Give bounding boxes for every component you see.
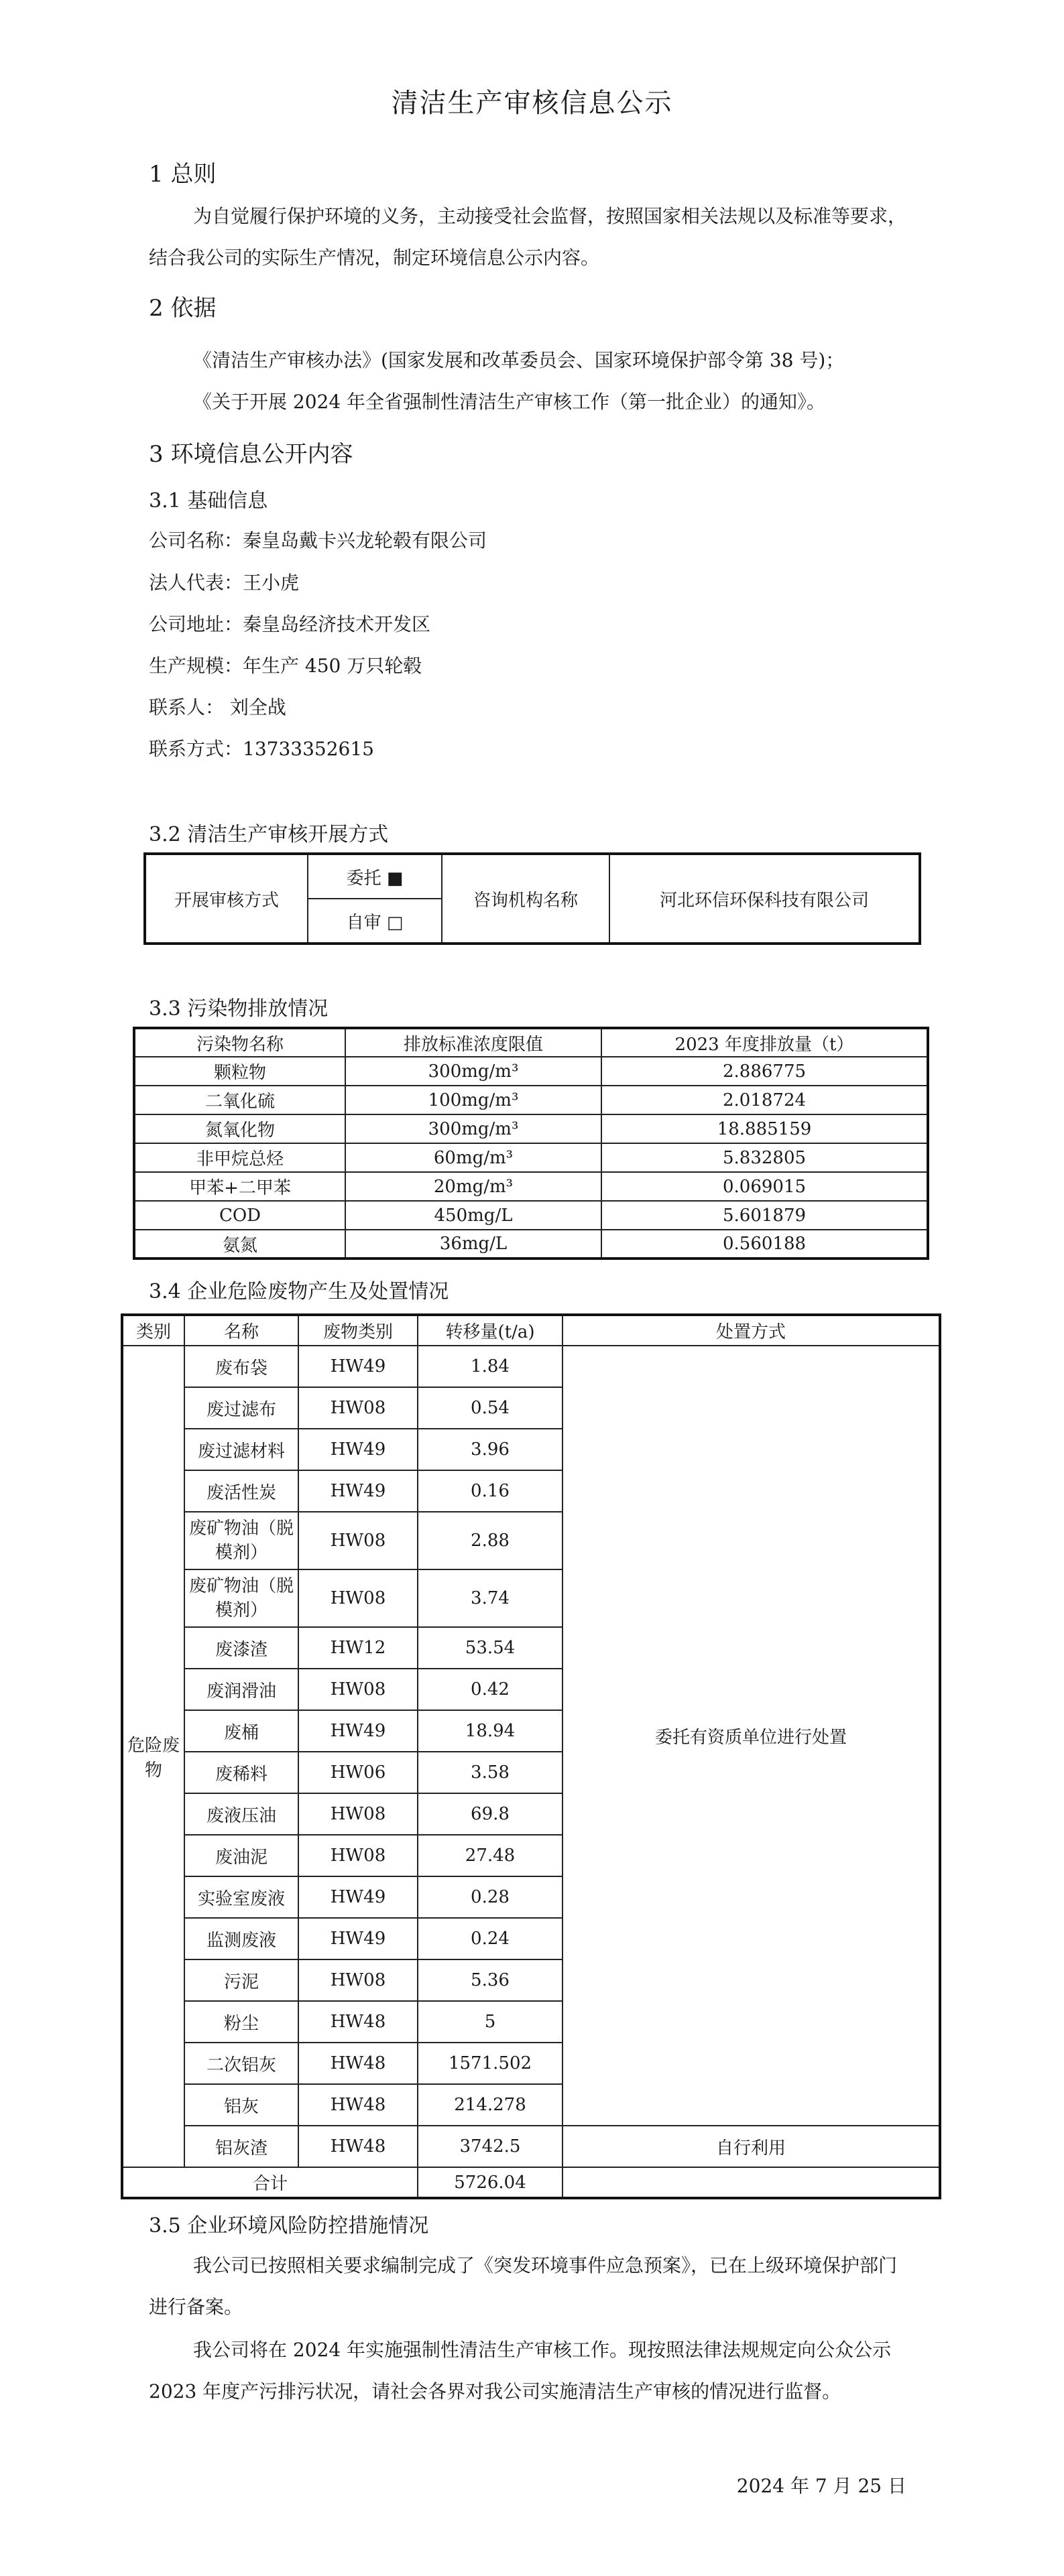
waste-amount: 3.58	[418, 1752, 563, 1793]
waste-name: 实验室废液	[184, 1876, 298, 1918]
col-header-pollutant: 污染物名称	[134, 1028, 345, 1057]
pollutant-limit: 60mg/m³	[345, 1143, 601, 1172]
section-3-2-heading: 3.2 清洁生产审核开展方式	[149, 823, 389, 846]
pollutant-limit: 20mg/m³	[345, 1172, 601, 1201]
pollutant-emission: 2.018724	[601, 1086, 928, 1114]
waste-type: HW48	[298, 2001, 418, 2043]
section-3-5-text-2: 我公司将在 2024 年实施强制性清洁生产审核工作。现按照法律法规规定向公众公示 2023 年度产污排污状况，请社会各界对我公司实施清洁生产审核的情况进行监督。	[149, 2339, 892, 2402]
waste-name: 废过滤布	[184, 1387, 298, 1429]
info-phone: 联系方式：13733352615	[149, 738, 374, 760]
table-row	[134, 1172, 928, 1201]
table-row	[134, 1114, 928, 1143]
waste-amount: 0.24	[418, 1918, 563, 1959]
waste-amount: 0.28	[418, 1876, 563, 1918]
waste-type: HW49	[298, 1470, 418, 1512]
info-legal-rep: 法人代表：王小虎	[149, 572, 300, 594]
info-contact: 联系人： 刘全战	[149, 696, 286, 718]
waste-type: HW48	[298, 2126, 418, 2167]
col-header-name: 名称	[184, 1315, 298, 1346]
waste-amount: 3.96	[418, 1429, 563, 1470]
waste-name: 废液压油	[184, 1793, 298, 1835]
table-total-row	[122, 2167, 940, 2198]
table-row	[122, 2126, 940, 2167]
pollutant-emission: 0.560188	[601, 1230, 928, 1259]
waste-name: 废矿物油（脱模剂）	[184, 1569, 298, 1627]
waste-type: HW49	[298, 1876, 418, 1918]
disposal-entrusted: 委托有资质单位进行处置	[563, 1346, 940, 2126]
info-address: 公司地址：秦皇岛经济技术开发区	[149, 613, 431, 635]
audit-mode-label: 开展审核方式	[145, 854, 308, 944]
option-self-audit: 自审 □	[308, 899, 442, 944]
page-title: 清洁生产审核信息公示	[391, 88, 673, 119]
section-3-5-heading: 3.5 企业环境风险防控措施情况	[149, 2214, 429, 2238]
col-header-type: 废物类别	[298, 1315, 418, 1346]
waste-name: 铝灰	[184, 2084, 298, 2126]
waste-amount: 5.36	[418, 1959, 563, 2001]
waste-amount: 18.94	[418, 1710, 563, 1752]
col-header-category: 类别	[122, 1315, 184, 1346]
info-company-name: 公司名称：秦皇岛戴卡兴龙轮毂有限公司	[149, 529, 487, 552]
agency-label: 咨询机构名称	[442, 854, 609, 944]
table-row	[122, 1346, 940, 1387]
section-1-text: 为自觉履行保护环境的义务，主动接受社会监督，按照国家相关法规以及标准等要求，结合我公司的实际生产情况，制定环境信息公示内容。	[149, 205, 907, 269]
waste-name: 废布袋	[184, 1346, 298, 1387]
pollutant-emission: 0.069015	[601, 1172, 928, 1201]
waste-amount: 27.48	[418, 1835, 563, 1876]
waste-amount: 3742.5	[418, 2126, 563, 2167]
disposal-self-use: 自行利用	[563, 2126, 940, 2167]
table-row	[134, 1201, 928, 1230]
pollutant-table	[133, 1027, 929, 1260]
pollutant-name: 甲苯+二甲苯	[134, 1172, 345, 1201]
waste-name: 废漆渣	[184, 1627, 298, 1669]
section-2-heading: 2 依据	[149, 295, 217, 322]
waste-name: 废矿物油（脱模剂）	[184, 1512, 298, 1569]
waste-type: HW08	[298, 1387, 418, 1429]
waste-amount: 0.42	[418, 1669, 563, 1710]
pollutant-limit: 300mg/m³	[345, 1057, 601, 1086]
waste-amount: 69.8	[418, 1793, 563, 1835]
waste-name: 废油泥	[184, 1835, 298, 1876]
waste-amount: 2.88	[418, 1512, 563, 1569]
waste-amount: 5	[418, 2001, 563, 2043]
section-3-5-text-1: 我公司已按照相关要求编制完成了《突发环境事件应急预案》，已在上级环境保护部门进行备案。	[149, 2254, 898, 2318]
col-header-limit: 排放标准浓度限值	[345, 1028, 601, 1057]
waste-name: 废活性炭	[184, 1470, 298, 1512]
waste-amount: 0.16	[418, 1470, 563, 1512]
pollutant-limit: 300mg/m³	[345, 1114, 601, 1143]
waste-name: 废稀料	[184, 1752, 298, 1793]
option-entrusted: 委托 ■	[308, 854, 442, 899]
pollutant-limit: 450mg/L	[345, 1201, 601, 1230]
waste-amount: 53.54	[418, 1627, 563, 1669]
section-3-3-heading: 3.3 污染物排放情况	[149, 997, 329, 1021]
waste-type: HW12	[298, 1627, 418, 1669]
waste-type: HW49	[298, 1710, 418, 1752]
table-row	[134, 1086, 928, 1114]
waste-type: HW08	[298, 1669, 418, 1710]
section-1-heading: 1 总则	[149, 161, 217, 188]
agency-name: 河北环信环保科技有限公司	[609, 854, 920, 944]
section-3-4-heading: 3.4 企业危险废物产生及处置情况	[149, 1280, 449, 1303]
pollutant-name: 氮氧化物	[134, 1114, 345, 1143]
waste-name: 废润滑油	[184, 1669, 298, 1710]
waste-type: HW49	[298, 1346, 418, 1387]
pollutant-emission: 5.832805	[601, 1143, 928, 1172]
pollutant-emission: 2.886775	[601, 1057, 928, 1086]
pollutant-limit: 36mg/L	[345, 1230, 601, 1259]
col-header-emission: 2023 年度排放量（t）	[601, 1028, 928, 1057]
col-header-disposal: 处置方式	[563, 1315, 940, 1346]
pollutant-name: 颗粒物	[134, 1057, 345, 1086]
waste-type: HW08	[298, 1569, 418, 1627]
col-header-amount: 转移量(t/a)	[418, 1315, 563, 1346]
pollutant-limit: 100mg/m³	[345, 1086, 601, 1114]
category-hazardous: 危险废物	[122, 1346, 184, 2167]
waste-type: HW08	[298, 1835, 418, 1876]
waste-name: 废过滤材料	[184, 1429, 298, 1470]
total-value: 5726.04	[418, 2167, 563, 2198]
audit-mode-table	[143, 852, 921, 945]
total-blank	[563, 2167, 940, 2198]
waste-amount: 1571.502	[418, 2043, 563, 2084]
waste-name: 监测废液	[184, 1918, 298, 1959]
basis-line-2: 《关于开展 2024 年全省强制性清洁生产审核工作（第一批企业）的通知》。	[193, 391, 826, 413]
pollutant-name: COD	[134, 1201, 345, 1230]
waste-amount: 1.84	[418, 1346, 563, 1387]
section-3-heading: 3 环境信息公开内容	[149, 441, 353, 468]
hazardous-waste-table	[121, 1313, 941, 2199]
waste-name: 污泥	[184, 1959, 298, 2001]
total-label: 合计	[122, 2167, 418, 2198]
table-row	[134, 1143, 928, 1172]
waste-amount: 214.278	[418, 2084, 563, 2126]
table-row	[134, 1230, 928, 1259]
info-scale: 生产规模：年生产 450 万只轮毂	[149, 655, 422, 677]
waste-name: 废桶	[184, 1710, 298, 1752]
waste-amount: 3.74	[418, 1569, 563, 1627]
waste-type: HW08	[298, 1512, 418, 1569]
waste-amount: 0.54	[418, 1387, 563, 1429]
table-row	[134, 1057, 928, 1086]
waste-type: HW49	[298, 1429, 418, 1470]
waste-type: HW08	[298, 1959, 418, 2001]
signature-date: 2024 年 7 月 25 日	[736, 2475, 906, 2497]
waste-type: HW49	[298, 1918, 418, 1959]
basis-line-1: 《清洁生产审核办法》(国家发展和改革委员会、国家环境保护部令第 38 号)；	[193, 349, 845, 371]
pollutant-emission: 5.601879	[601, 1201, 928, 1230]
section-3-1-heading: 3.1 基础信息	[149, 489, 268, 513]
pollutant-name: 氨氮	[134, 1230, 345, 1259]
pollutant-name: 二氧化硫	[134, 1086, 345, 1114]
waste-name: 二次铝灰	[184, 2043, 298, 2084]
waste-name: 铝灰渣	[184, 2126, 298, 2167]
waste-type: HW48	[298, 2043, 418, 2084]
waste-name: 粉尘	[184, 2001, 298, 2043]
waste-type: HW48	[298, 2084, 418, 2126]
pollutant-name: 非甲烷总烃	[134, 1143, 345, 1172]
waste-type: HW06	[298, 1752, 418, 1793]
pollutant-emission: 18.885159	[601, 1114, 928, 1143]
waste-type: HW08	[298, 1793, 418, 1835]
